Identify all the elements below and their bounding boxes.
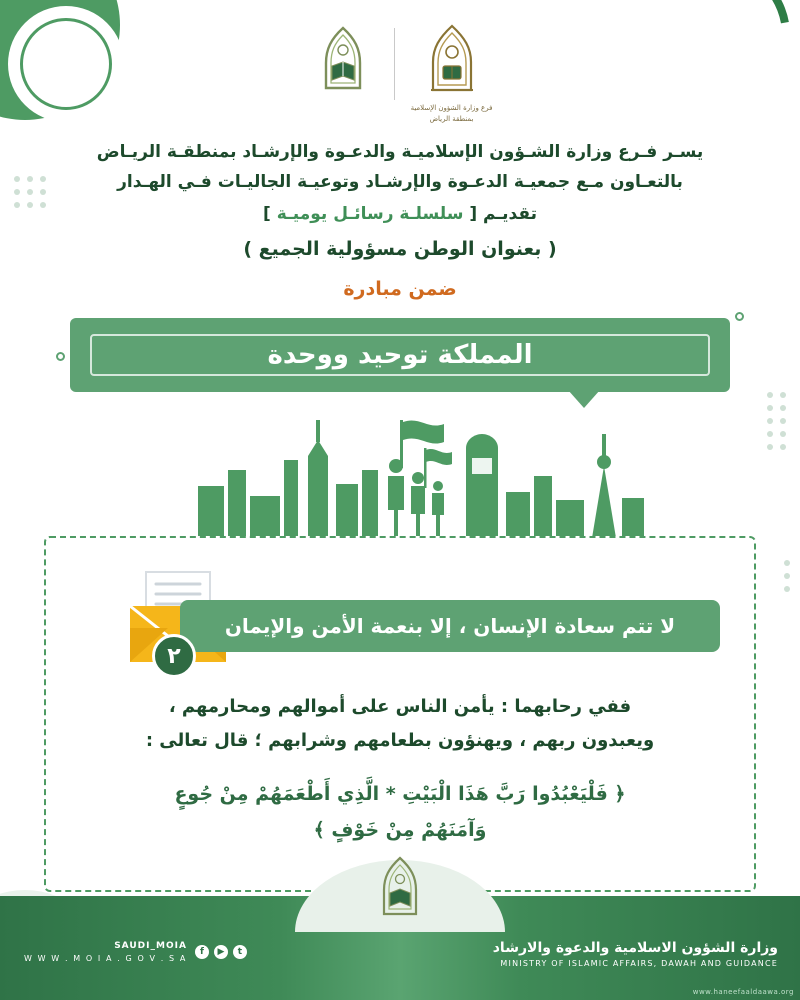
- footer-handle-block: [24, 940, 187, 965]
- message-number-badge: ٢: [152, 634, 196, 678]
- logo-divider: [394, 28, 395, 100]
- initiative-label: ضمن مبادرة: [343, 278, 457, 300]
- footer-social-block: [24, 940, 247, 965]
- footer-bar: [0, 896, 800, 1000]
- message-headline-text: لا تتم سعادة الإنسان ، إلا بنعمة الأمن والإيمان: [224, 614, 676, 638]
- intro-paragraph: [0, 138, 800, 229]
- message-headline-bar: [180, 600, 720, 652]
- intro-line-2: بالتعـاون مـع جمعيـة الدعـوة والإرشـاد وتوعيـة الجاليـات فـي الهـدار: [117, 171, 683, 192]
- dot-grid-right-lower: [784, 560, 790, 592]
- footer-watermark: www.haneefaaldaawa.org: [692, 988, 794, 996]
- facebook-icon[interactable]: f: [195, 945, 209, 959]
- banner-dot-left: [56, 352, 65, 361]
- message-card: [44, 536, 756, 892]
- twitter-icon[interactable]: t: [233, 945, 247, 959]
- quran-verse-line-1: ﴿ فَلْيَعْبُدُوا رَبَّ هَذَا الْبَيْتِ * الَّذِي أَطْعَمَهُمْ مِنْ جُوعٍ: [174, 783, 626, 805]
- initiative-banner-inner-border: [90, 334, 710, 377]
- footer-handle: SAUDI_MOIA: [114, 941, 187, 951]
- riyadh-branch-emblem-icon: [417, 22, 487, 100]
- message-body: [80, 690, 720, 758]
- footer-ministry-name-ar: وزارة الشؤون الاسلامية والدعوة والارشاد: [492, 940, 778, 956]
- quran-verse: [80, 776, 720, 848]
- branch-logo-caption: فرع وزارة الشؤون الإسلامية بمنطقة الرياض: [410, 104, 493, 123]
- youtube-icon[interactable]: ▶: [214, 945, 228, 959]
- quran-verse-line-2: وَآمَنَهُمْ مِنْ خَوْفٍ ﴾: [313, 819, 487, 842]
- initiative-banner-text: المملكة توحيد ووحدة: [267, 340, 533, 370]
- initiative-banner-body: [70, 318, 730, 392]
- intro-line-1: يسـر فـرع وزارة الشـؤون الإسلاميـة والدعـوة والإرشـاد بمنطقـة الريـاض: [96, 142, 704, 162]
- riyadh-skyline-illustration: [0, 400, 800, 540]
- branch-logo-box: [411, 22, 493, 124]
- intro-line-3: [0, 200, 800, 230]
- moia-emblem-icon: [308, 22, 378, 100]
- banner-dot-top-right: [735, 312, 744, 321]
- footer-moia-emblem-icon: [369, 854, 431, 924]
- initiative-banner: [70, 318, 730, 392]
- footer-ministry-name-en: MINISTRY OF ISLAMIC AFFAIRS, DAWAH AND GUIDANCE: [500, 959, 778, 968]
- header-logos: [0, 22, 800, 124]
- social-icons[interactable]: [195, 945, 247, 959]
- message-body-line-1: ففي رحابهما : يأمن الناس على أموالهم ومحارمهم ،: [168, 696, 632, 717]
- ministry-logo-box: [308, 22, 378, 100]
- series-subtitle: ( بعنوان الوطن مسؤولية الجميع ): [243, 238, 557, 260]
- footer-website: W W W . M O I A . G O V . S A: [24, 954, 187, 964]
- intro-line-3-prefix: تقديـم [: [463, 203, 537, 224]
- intro-line-3-suffix: ]: [262, 203, 277, 224]
- intro-line-3-highlight: سلسلـة رسائـل يوميـة: [276, 203, 464, 224]
- message-body-line-2: ويعبدون ربهم ، ويهنؤون بطعامهم وشرابهم ؛ قال تعالى :: [145, 730, 655, 752]
- footer-ministry-name: [493, 940, 778, 968]
